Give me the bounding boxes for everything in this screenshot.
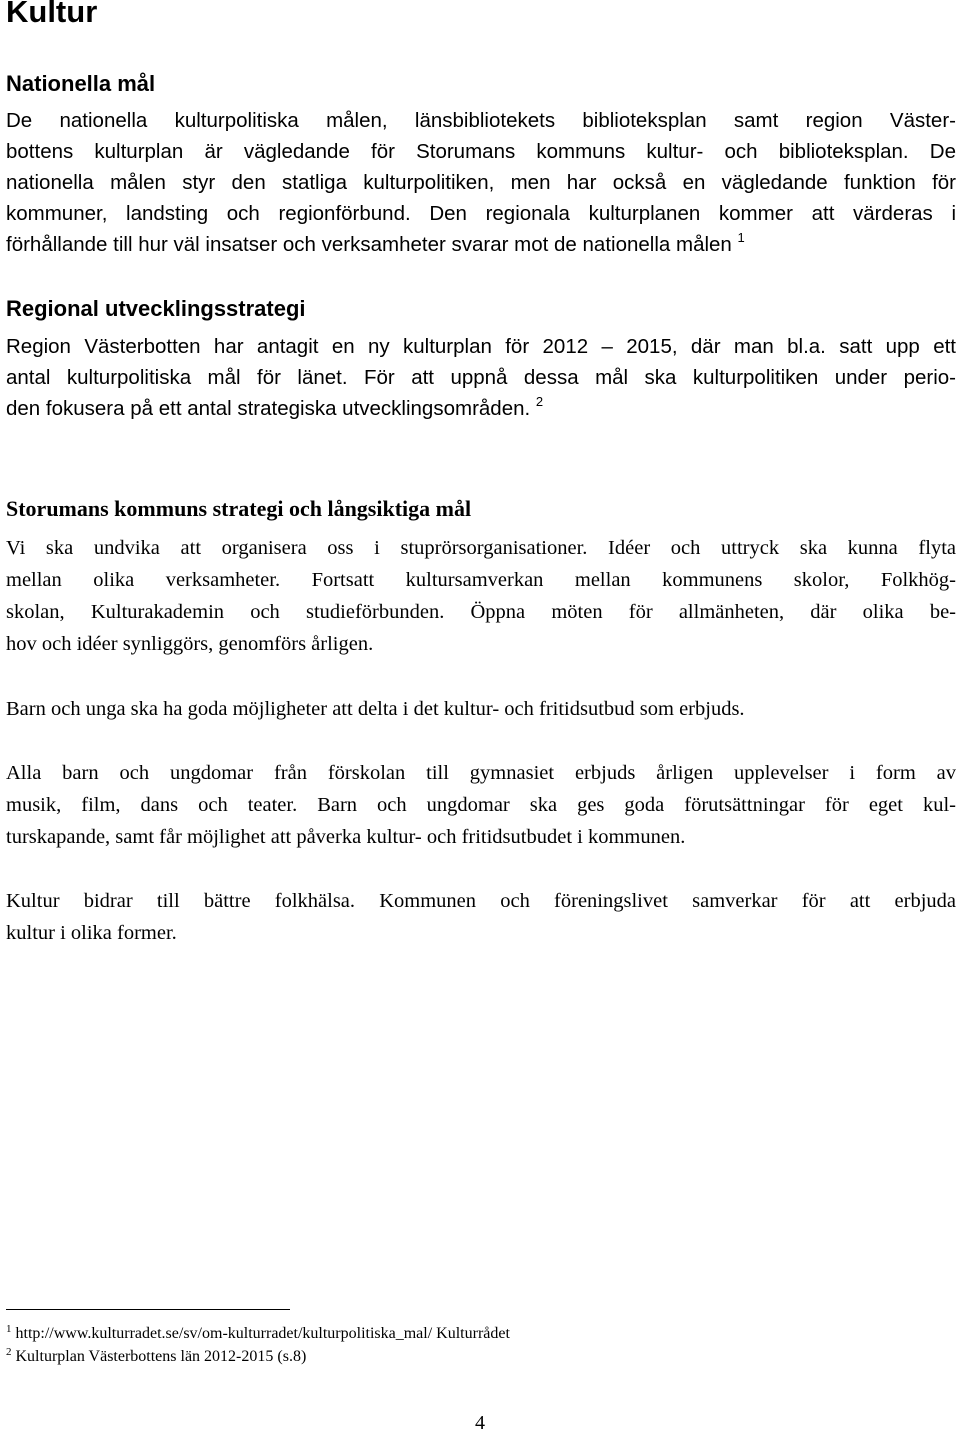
footnote-link[interactable]: http://www.kulturradet.se/sv/om-kulturradet/kulturpolitiska_mal/ Kulturrådet — [15, 1325, 510, 1342]
page-number: 4 — [475, 1412, 485, 1434]
paragraph — [6, 532, 956, 660]
text-line — [6, 393, 956, 424]
text-line: kommuner, landsting och regionförbund. Den regionala kulturplanen kommer att värderas i — [6, 202, 956, 225]
section-heading-storumans-strategi: Storumans kommuns strategi och långsiktiga mål — [6, 496, 472, 521]
section-body-regional-strategi — [6, 331, 956, 424]
text-line-content: den fokusera på ett antal strategiska utvecklingsområden. — [6, 397, 531, 420]
text-line: turskapande, samt får möjlighet att påverka kultur- och fritidsutbudet i kommunen. — [6, 826, 686, 848]
text-line: mellan olika verksamheter. Fortsatt kultursamverkan mellan kommunens skolor, Folkhög- — [6, 569, 956, 591]
footnote-divider — [6, 1309, 290, 1310]
text-line: Barn och unga ska ha goda möjligheter att delta i det kultur- och fritidsutbud som erbjuds. — [6, 698, 745, 720]
text-line: kultur i olika former. — [6, 922, 177, 944]
footnote-ref: 2 — [535, 394, 544, 409]
text-line: hov och idéer synliggörs, genomförs årligen. — [6, 633, 374, 655]
section-heading-regional-strategi: Regional utvecklingsstrategi — [6, 296, 306, 321]
footnotes — [6, 1322, 510, 1368]
footnote-number: 2 — [6, 1346, 12, 1358]
text-line: Kultur bidrar till bättre folkhälsa. Kommunen och föreningslivet samverkar för att erbjuda — [6, 890, 956, 912]
section-body-nationella-mal — [6, 105, 956, 260]
page-title: Kultur — [6, 0, 98, 29]
text-line-content: förhållande till hur väl insatser och verksamheter svarar mot de nationella målen — [6, 233, 732, 256]
text-line: Region Västerbotten har antagit en ny kulturplan för 2012 – 2015, där man bl.a. satt upp ett — [6, 335, 956, 358]
footnote-2 — [6, 1345, 510, 1368]
paragraph — [6, 757, 956, 853]
text-line: antal kulturpolitiska mål för länet. För att uppnå dessa mål ska kulturpolitiken under perio- — [6, 366, 956, 389]
footnote-1 — [6, 1322, 510, 1345]
text-line: Alla barn och ungdomar från förskolan till gymnasiet erbjuds årligen upplevelser i form av — [6, 762, 956, 784]
footnote-number: 1 — [6, 1323, 12, 1335]
text-line: musik, film, dans och teater. Barn och ungdomar ska ges goda förutsättningar för eget kul- — [6, 794, 956, 816]
footnote-ref: 1 — [737, 230, 745, 245]
text-line — [6, 229, 956, 260]
paragraph — [6, 693, 956, 725]
text-line: Vi ska undvika att organisera oss i stuprörsorganisationer. Idéer och uttryck ska kunna flyta — [6, 537, 956, 559]
text-line: nationella målen styr den statliga kulturpolitiken, men har också en vägledande funktion för — [6, 171, 956, 194]
text-line: De nationella kulturpolitiska målen, länsbibliotekets biblioteksplan samt region Väster- — [6, 109, 956, 132]
paragraph — [6, 885, 956, 949]
footnote-text: Kulturplan Västerbottens län 2012-2015 (s.8) — [15, 1348, 307, 1365]
text-line: skolan, Kulturakademin och studieförbunden. Öppna möten för allmänheten, där olika be- — [6, 601, 956, 623]
text-line: bottens kulturplan är vägledande för Storumans kommuns kultur- och biblioteksplan. De — [6, 140, 956, 163]
section-heading-nationella-mal: Nationella mål — [6, 71, 156, 96]
